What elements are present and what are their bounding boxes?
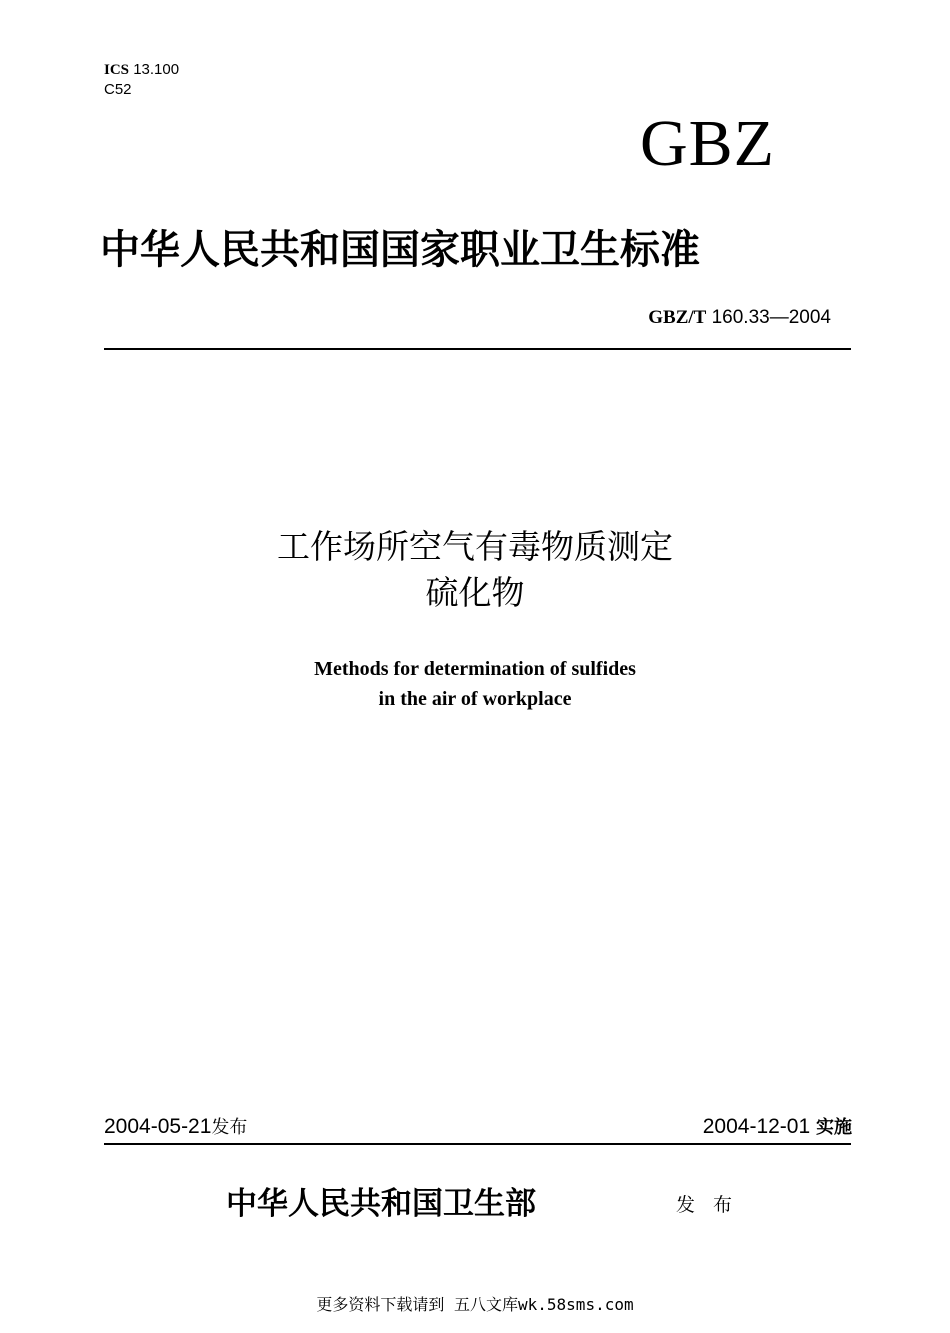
document-title-en-line2: in the air of workplace [378,688,572,710]
top-divider [104,348,851,350]
ccs-code: C52 [104,81,132,98]
document-title-cn-line1: 工作场所空气有毒物质测定 [277,527,673,566]
implement-date-value: 2004-12-01 [702,1115,811,1138]
footer-note: 更多资料下载请到 五八文库wk.58sms.com [316,1295,634,1314]
standard-code-prefix: GBZ/T [648,307,707,328]
ics-code [104,60,179,80]
document-title-cn [0,524,950,616]
standard-title: 中华人民共和国国家职业卫生标准 [100,226,700,273]
bottom-divider [104,1143,851,1145]
implement-date [703,1113,852,1142]
publish-date-value: 2004-05-21 [104,1115,212,1138]
document-title-en [0,654,950,714]
publisher-name: 中华人民共和国卫生部 [226,1186,536,1222]
gbz-logo: GBZ [640,107,775,180]
classification-codes [104,60,179,99]
standard-code [648,306,831,330]
document-title-en-line1: Methods for determination of sulfides [314,658,636,680]
implement-date-label: 实施 [816,1117,852,1138]
publisher-action: 发 布 [676,1194,739,1216]
document-title-cn-line2: 硫化物 [425,573,525,612]
publish-date [104,1113,247,1142]
ics-prefix: ICS [104,62,130,78]
standard-code-number: 160.33—2004 [711,307,831,328]
publish-date-label: 发布 [211,1117,248,1138]
ics-number: 13.100 [133,61,180,78]
